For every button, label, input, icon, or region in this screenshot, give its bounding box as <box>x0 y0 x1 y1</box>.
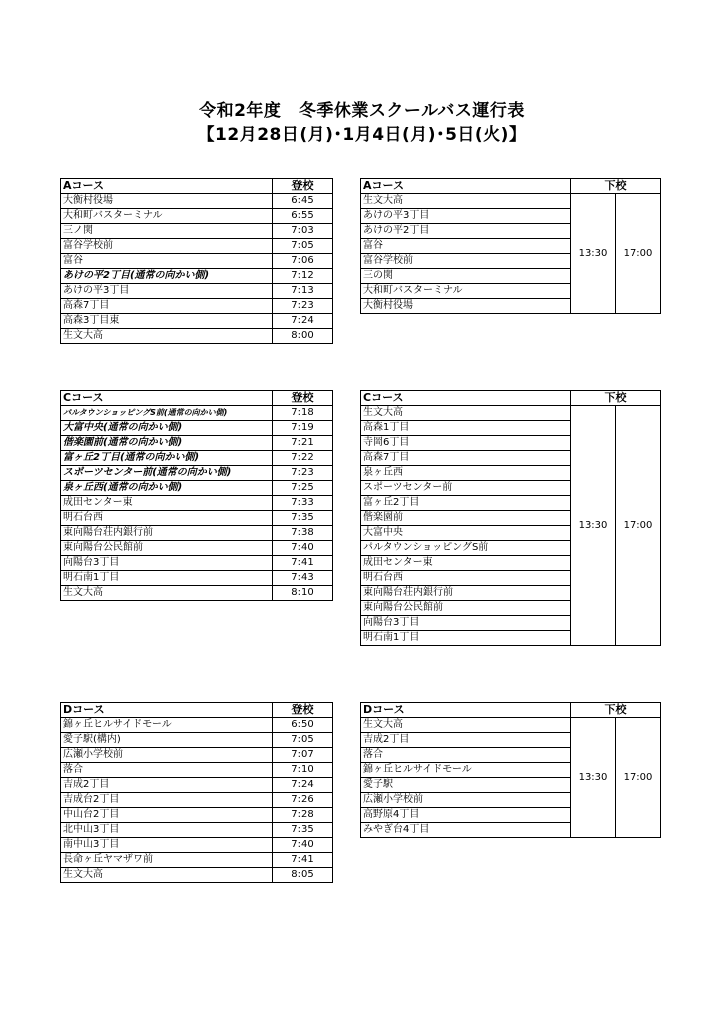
stop-name: 吉成2丁目 <box>61 778 273 793</box>
stop-time: 7:12 <box>273 269 333 284</box>
stop-time: 7:05 <box>273 733 333 748</box>
stop-time: 7:13 <box>273 284 333 299</box>
stop-name: みやぎ台4丁目 <box>361 823 571 838</box>
table-row <box>61 586 333 601</box>
stop-time: 7:38 <box>273 526 333 541</box>
stop-name: 愛子駅(構内) <box>61 733 273 748</box>
departure-time-2: 17:00 <box>616 718 661 838</box>
stop-name: 生文大高 <box>61 329 273 344</box>
stop-name: 東向陽台荘内銀行前 <box>361 586 571 601</box>
stop-name: 生文大高 <box>61 586 273 601</box>
table-row <box>61 224 333 239</box>
stop-name: 生文大高 <box>361 718 571 733</box>
stop-name: 錦ヶ丘ヒルサイドモール <box>361 763 571 778</box>
stop-name: 明石台西 <box>361 571 571 586</box>
table-row <box>61 284 333 299</box>
stop-name: 大和町バスターミナル <box>61 209 273 224</box>
stop-time: 8:00 <box>273 329 333 344</box>
stop-name: 中山台2丁目 <box>61 808 273 823</box>
stop-time: 7:33 <box>273 496 333 511</box>
stop-name: 長命ヶ丘ヤマザワ前 <box>61 853 273 868</box>
stop-name: 成田センター東 <box>361 556 571 571</box>
stop-time: 6:50 <box>273 718 333 733</box>
page-title: 令和2年度 冬季休業スクールバス運行表 <box>199 101 525 121</box>
course-a-down-table <box>360 178 661 314</box>
table-row <box>361 194 661 209</box>
stop-name: 富ヶ丘2丁目 <box>361 496 571 511</box>
stop-time: 7:06 <box>273 254 333 269</box>
stop-name: パルタウンショッピングS前(通常の向かい側) <box>61 406 273 421</box>
stop-name: 南中山3丁目 <box>61 838 273 853</box>
stop-name: 東向陽台公民館前 <box>61 541 273 556</box>
stop-time: 7:03 <box>273 224 333 239</box>
table-row <box>61 571 333 586</box>
table-row <box>61 299 333 314</box>
stop-time: 7:26 <box>273 793 333 808</box>
table-row <box>61 808 333 823</box>
table-row <box>361 406 661 421</box>
stop-time: 8:05 <box>273 868 333 883</box>
table-row <box>61 541 333 556</box>
table-row <box>61 254 333 269</box>
stop-name: 偕楽園前(通常の向かい側) <box>61 436 273 451</box>
stop-name: 落合 <box>361 748 571 763</box>
stop-time: 7:07 <box>273 748 333 763</box>
stop-name: 寺岡6丁目 <box>361 436 571 451</box>
stop-name: 偕楽園前 <box>361 511 571 526</box>
stop-name: 富谷学校前 <box>361 254 571 269</box>
stop-name: 明石台西 <box>61 511 273 526</box>
departure-time-1: 13:30 <box>571 194 616 314</box>
stop-time: 7:19 <box>273 421 333 436</box>
header-row <box>61 391 333 406</box>
stop-name: 愛子駅 <box>361 778 571 793</box>
stop-name: パルタウンショッピングS前 <box>361 541 571 556</box>
stop-name: 大富中央 <box>361 526 571 541</box>
course-label: Aコース <box>61 179 273 194</box>
stop-time: 7:28 <box>273 808 333 823</box>
table-row <box>61 556 333 571</box>
table-row <box>61 421 333 436</box>
table-row <box>61 823 333 838</box>
table-row <box>61 718 333 733</box>
header-row <box>361 703 661 718</box>
time-header: 下校 <box>571 391 661 406</box>
departure-time-2: 17:00 <box>616 194 661 314</box>
stop-time: 7:35 <box>273 823 333 838</box>
course-d-down-table <box>360 702 661 838</box>
header-row <box>61 179 333 194</box>
stop-time: 7:18 <box>273 406 333 421</box>
course-d-up-table <box>60 702 333 883</box>
stop-time: 7:23 <box>273 299 333 314</box>
departure-time-1: 13:30 <box>571 718 616 838</box>
table-row <box>61 511 333 526</box>
table-row <box>61 451 333 466</box>
stop-name: 成田センター東 <box>61 496 273 511</box>
stop-name: 向陽台3丁目 <box>361 616 571 631</box>
course-c-up-table <box>60 390 333 601</box>
time-header: 登校 <box>273 179 333 194</box>
table-row <box>61 793 333 808</box>
course-label: Dコース <box>361 703 571 718</box>
stop-name: あけの平3丁目 <box>361 209 571 224</box>
course-c-down-table <box>360 390 661 646</box>
stop-name: 落合 <box>61 763 273 778</box>
course-label: Aコース <box>361 179 571 194</box>
stop-name: 東向陽台公民館前 <box>361 601 571 616</box>
table-row <box>61 853 333 868</box>
stop-name: 高森3丁目東 <box>61 314 273 329</box>
stop-time: 7:40 <box>273 838 333 853</box>
stop-name: 大和町バスターミナル <box>361 284 571 299</box>
stop-time: 6:55 <box>273 209 333 224</box>
stop-name: 広瀬小学校前 <box>361 793 571 808</box>
course-label: Cコース <box>61 391 273 406</box>
stop-name: 富谷学校前 <box>61 239 273 254</box>
stop-name: 高野原4丁目 <box>361 808 571 823</box>
stop-name: 大富中央(通常の向かい側) <box>61 421 273 436</box>
course-a-up-table <box>60 178 333 344</box>
stop-name: 富谷 <box>361 239 571 254</box>
stop-time: 6:45 <box>273 194 333 209</box>
stop-name: 吉成2丁目 <box>361 733 571 748</box>
stop-name: 向陽台3丁目 <box>61 556 273 571</box>
stop-time: 7:22 <box>273 451 333 466</box>
stop-time: 7:05 <box>273 239 333 254</box>
stop-name: スポーツセンター前 <box>361 481 571 496</box>
stop-time: 7:35 <box>273 511 333 526</box>
table-row <box>61 209 333 224</box>
stop-name: 生文大高 <box>361 194 571 209</box>
stop-name: 高森1丁目 <box>361 421 571 436</box>
stop-name: 泉ヶ丘西 <box>361 466 571 481</box>
table-row <box>61 329 333 344</box>
stop-time: 7:43 <box>273 571 333 586</box>
stop-time: 7:21 <box>273 436 333 451</box>
stop-name: 大衡村役場 <box>361 299 571 314</box>
table-row <box>61 733 333 748</box>
stop-name: あけの平2丁目(通常の向かい側) <box>61 269 273 284</box>
stop-time: 7:41 <box>273 853 333 868</box>
header-row <box>361 179 661 194</box>
stop-name: 富谷 <box>61 254 273 269</box>
time-header: 下校 <box>571 179 661 194</box>
table-row <box>61 481 333 496</box>
table-row <box>61 838 333 853</box>
stop-time: 7:40 <box>273 541 333 556</box>
stop-name: スポーツセンター前(通常の向かい側) <box>61 466 273 481</box>
stop-name: あけの平2丁目 <box>361 224 571 239</box>
table-row <box>61 748 333 763</box>
header-row <box>361 391 661 406</box>
table-row <box>61 194 333 209</box>
course-label: Cコース <box>361 391 571 406</box>
table-row <box>61 314 333 329</box>
stop-name: 吉成台2丁目 <box>61 793 273 808</box>
table-row <box>61 406 333 421</box>
stop-name: 富ヶ丘2丁目(通常の向かい側) <box>61 451 273 466</box>
stop-time: 7:10 <box>273 763 333 778</box>
stop-name: 広瀬小学校前 <box>61 748 273 763</box>
table-row <box>61 269 333 284</box>
table-row <box>61 868 333 883</box>
table-row <box>61 526 333 541</box>
table-row <box>61 778 333 793</box>
table-row <box>361 718 661 733</box>
table-row <box>61 466 333 481</box>
page-subtitle: 【12月28日(月)･1月4日(月)･5日(火)】 <box>197 125 527 145</box>
departure-time-2: 17:00 <box>616 406 661 646</box>
table-row <box>61 496 333 511</box>
departure-time-1: 13:30 <box>571 406 616 646</box>
time-header: 下校 <box>571 703 661 718</box>
stop-time: 7:41 <box>273 556 333 571</box>
stop-name: 三ノ関 <box>61 224 273 239</box>
stop-name: 北中山3丁目 <box>61 823 273 838</box>
stop-time: 7:24 <box>273 778 333 793</box>
stop-name: 東向陽台荘内銀行前 <box>61 526 273 541</box>
stop-name: あけの平3丁目 <box>61 284 273 299</box>
table-row <box>61 436 333 451</box>
stop-time: 7:25 <box>273 481 333 496</box>
time-header: 登校 <box>273 391 333 406</box>
table-row <box>61 763 333 778</box>
stop-name: 生文大高 <box>61 868 273 883</box>
stop-time: 7:23 <box>273 466 333 481</box>
header-row <box>61 703 333 718</box>
table-row <box>61 239 333 254</box>
course-label: Dコース <box>61 703 273 718</box>
stop-name: 高森7丁目 <box>61 299 273 314</box>
stop-name: 大衡村役場 <box>61 194 273 209</box>
stop-name: 三の関 <box>361 269 571 284</box>
stop-name: 高森7丁目 <box>361 451 571 466</box>
stop-name: 生文大高 <box>361 406 571 421</box>
stop-time: 8:10 <box>273 586 333 601</box>
stop-name: 錦ヶ丘ヒルサイドモール <box>61 718 273 733</box>
stop-name: 明石南1丁目 <box>61 571 273 586</box>
time-header: 登校 <box>273 703 333 718</box>
stop-name: 明石南1丁目 <box>361 631 571 646</box>
stop-time: 7:24 <box>273 314 333 329</box>
stop-name: 泉ヶ丘西(通常の向かい側) <box>61 481 273 496</box>
